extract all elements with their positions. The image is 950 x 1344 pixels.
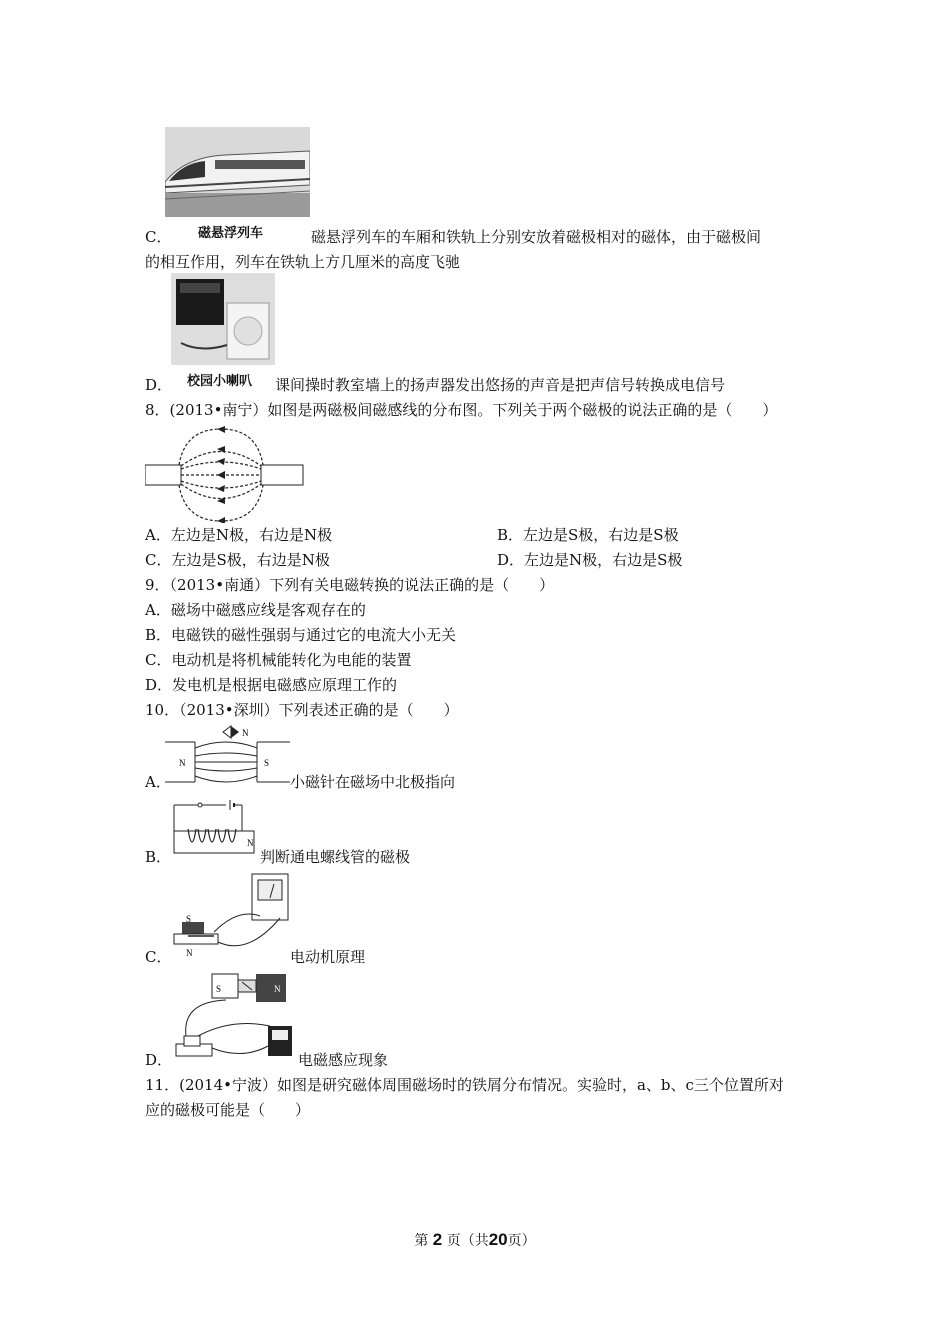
q10-option-b-text: 判断通电螺线管的磁极: [260, 848, 411, 866]
option-d-text: 课间操时教室墙上的扬声器发出悠扬的声音是把声信号转换成电信号: [275, 376, 726, 394]
q9-option-d: D．发电机是根据电磁感应原理工作的: [145, 676, 398, 694]
q10-stem: 10．（2013•深圳）下列表述正确的是（ ）: [145, 701, 459, 719]
q10-option-c-text: 电动机原理: [290, 948, 366, 966]
q8-option-d: D．左边是N极，右边是S极: [497, 551, 683, 569]
maglev-train-photo: [165, 127, 310, 217]
q8-option-b: B．左边是S极，右边是S极: [497, 526, 679, 544]
q10-option-b-letter: B．: [145, 848, 172, 866]
q10-option-c-letter: C．: [145, 948, 172, 966]
motor-principle-diagram: [168, 872, 290, 960]
pole-s-label: S: [264, 758, 270, 768]
option-c-letter: C．: [145, 228, 172, 246]
motor-n-label: N: [186, 948, 193, 958]
solenoid-n-label: N: [247, 838, 254, 848]
maglev-caption: 磁悬浮列车: [198, 226, 264, 241]
footer-prefix: 第: [414, 1233, 429, 1249]
q9-stem: 9．（2013•南通）下列有关电磁转换的说法正确的是（ ）: [145, 576, 555, 594]
footer-middle: 页（共: [446, 1233, 489, 1249]
compass-n-label: N: [242, 728, 249, 738]
footer-suffix: 页）: [507, 1233, 536, 1249]
compass-needle-diagram: [165, 722, 290, 790]
induction-s-label: S: [216, 984, 222, 994]
magnetic-field-lines-diagram: [145, 425, 305, 523]
q10-option-d-text: 电磁感应现象: [298, 1051, 389, 1069]
footer-page-number: 2: [432, 1230, 443, 1249]
q11-stem-line1: 11．(2014•宁波）如图是研究磁体周围磁场时的铁屑分布情况。实验时，a、b、c三个位置所对: [145, 1076, 784, 1094]
q8-stem: 8．(2013•南宁）如图是两磁极间磁感线的分布图。下列关于两个磁极的说法正确的是（ ）: [145, 401, 778, 419]
campus-speaker-photo: [171, 273, 275, 365]
footer-total-pages: 20: [488, 1230, 508, 1249]
page-footer: [0, 1230, 950, 1250]
q8-option-a: A．左边是N极，右边是N极: [145, 526, 333, 544]
q10-option-a-text: 小磁针在磁场中北极指向: [290, 773, 456, 791]
q10-option-a-letter: A．: [145, 773, 171, 791]
q9-option-a: A．磁场中磁感应线是客观存在的: [145, 601, 366, 619]
q11-stem-line2: 应的磁极可能是（ ）: [145, 1101, 311, 1119]
option-c-text-line2: 的相互作用，列车在铁轨上方几厘米的高度飞驰: [145, 253, 461, 271]
solenoid-diagram: [170, 797, 260, 859]
motor-s-label: S: [186, 914, 192, 924]
option-d-letter: D．: [145, 376, 173, 394]
q9-option-c: C．电动机是将机械能转化为电能的装置: [145, 651, 412, 669]
option-c-text-line1: 磁悬浮列车的车厢和铁轨上分别安放着磁极相对的磁体，由于磁极间: [311, 228, 762, 246]
pole-n-label: N: [179, 758, 186, 768]
induction-n-label: N: [274, 984, 281, 994]
q9-option-b: B．电磁铁的磁性强弱与通过它的电流大小无关: [145, 626, 457, 644]
q10-option-d-letter: D．: [145, 1051, 173, 1069]
electromagnetic-induction-diagram: [172, 970, 298, 1062]
speaker-caption: 校园小喇叭: [187, 374, 253, 389]
q8-option-c: C．左边是S极，右边是N极: [145, 551, 330, 569]
